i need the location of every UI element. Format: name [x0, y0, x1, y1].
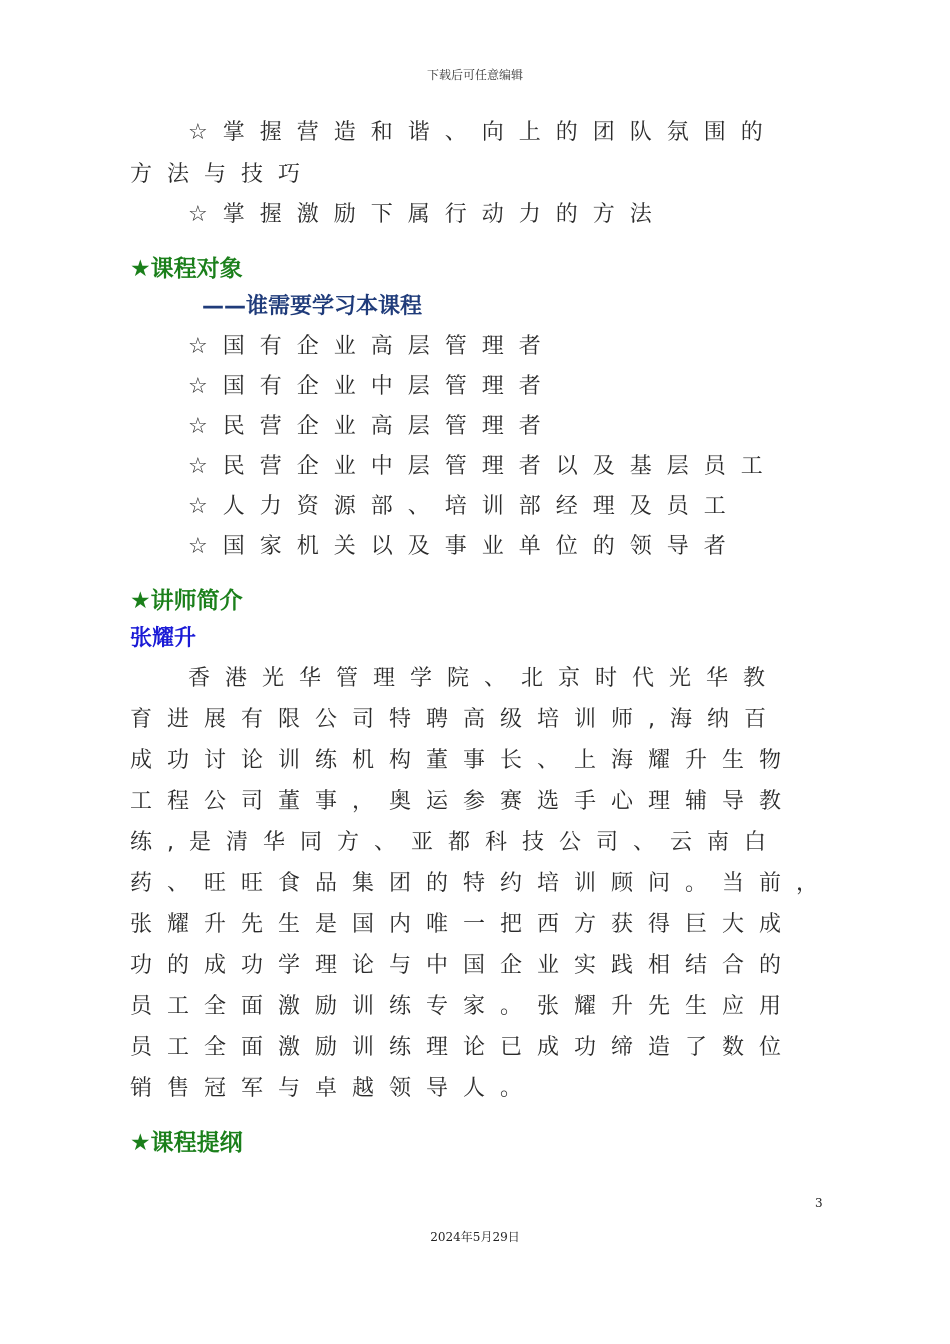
- bio-line: 员工全面激励训练理论已成功缔造了数位: [130, 1035, 797, 1060]
- page-number: 3: [815, 1196, 823, 1210]
- bio-line: 员工全面激励训练专家。张耀升先生应用: [130, 994, 797, 1019]
- bio-line: 香港光华管理学院、北京时代光华教: [188, 666, 781, 691]
- page-header: 下载后可任意编辑: [426, 68, 523, 82]
- objective-line: ☆掌握激励下属行动力的方法: [188, 202, 667, 227]
- instructor-name: 张耀升: [130, 626, 197, 651]
- section-heading-outline: ★课程提纲: [130, 1130, 243, 1156]
- bio-line: 练,是清华同方、亚都科技公司、云南白: [130, 830, 781, 855]
- bio-line: 育进展有限公司特聘高级培训师,海纳百: [130, 707, 781, 732]
- section-heading-audience: ★课程对象: [130, 256, 243, 282]
- bio-line: 药、旺旺食品集团的特约培训顾问。当前，: [130, 871, 834, 896]
- bio-line: 张耀升先生是国内唯一把西方获得巨大成: [130, 912, 797, 937]
- bio-line: 工程公司董事，奥运参赛选手心理辅导教: [130, 789, 797, 814]
- audience-item: ☆国家机关以及事业单位的领导者: [188, 534, 741, 559]
- footer-date: 2024年5月29日: [430, 1230, 520, 1244]
- bio-line: 功的成功学理论与中国企业实践相结合的: [130, 953, 797, 978]
- audience-item: ☆民营企业高层管理者: [188, 414, 556, 439]
- audience-item: ☆人力资源部、培训部经理及员工: [188, 494, 741, 519]
- objective-line: 方法与技巧: [130, 162, 316, 187]
- bio-line: 销售冠军与卓越领导人。: [130, 1076, 538, 1101]
- objective-line: ☆掌握营造和谐、向上的团队氛围的: [188, 120, 778, 145]
- audience-item: ☆国有企业中层管理者: [188, 374, 556, 399]
- section-heading-instructor: ★讲师简介: [130, 588, 243, 614]
- audience-item: ☆国有企业高层管理者: [188, 334, 556, 359]
- audience-item: ☆民营企业中层管理者以及基层员工: [188, 454, 778, 479]
- section-subheading-audience: ——谁需要学习本课程: [202, 294, 423, 319]
- bio-line: 成功讨论训练机构董事长、上海耀升生物: [130, 748, 797, 773]
